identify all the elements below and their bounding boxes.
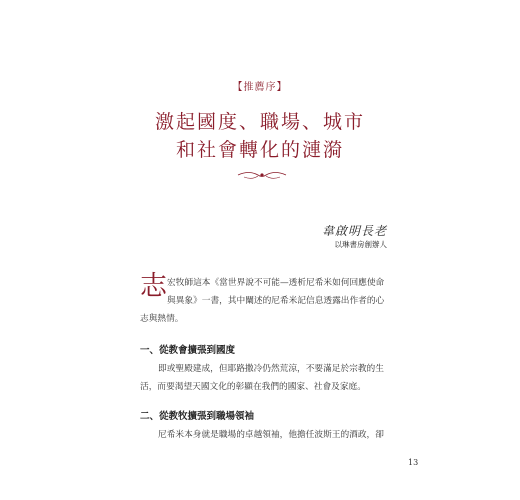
drop-cap: 志 (140, 271, 167, 302)
section-heading-1: 一、從教會擴張到國度 (140, 345, 236, 356)
ornament-divider (236, 168, 288, 182)
paragraph-2-line-2: 活，而要渴望天國文化的彰顯在我們的國家、社會及家庭。 (140, 382, 366, 392)
paragraph-2-line-1: 即或聖殿建成，但耶路撒冷仍然荒涼，不要滿足於宗教的生 (158, 364, 384, 374)
section-heading-2: 二、從教牧擴張到職場領袖 (140, 411, 255, 422)
intro-line-3: 志與熱情。 (140, 314, 184, 324)
author-role: 以琳書房創辦人 (334, 240, 387, 249)
title-line-1: 激起國度、職場、城市 (154, 111, 365, 133)
intro-line-1: 宏牧師這本《當世界說不可能—透析尼希米如何回應使命 (167, 278, 385, 288)
author-name: 韋啟明長老 (321, 224, 387, 238)
section-label: 【推薦序】 (232, 82, 288, 93)
title-line-2: 和社會轉化的漣漪 (175, 139, 344, 161)
intro-line-2: 與異象》一書，其中闡述的尼希米記信息透露出作者的心 (167, 296, 385, 306)
page-number: 13 (408, 458, 419, 467)
paragraph-3-line-1: 尼希米本身就是職場的卓越領袖，他擔任波斯王的酒政，卻 (158, 430, 384, 440)
